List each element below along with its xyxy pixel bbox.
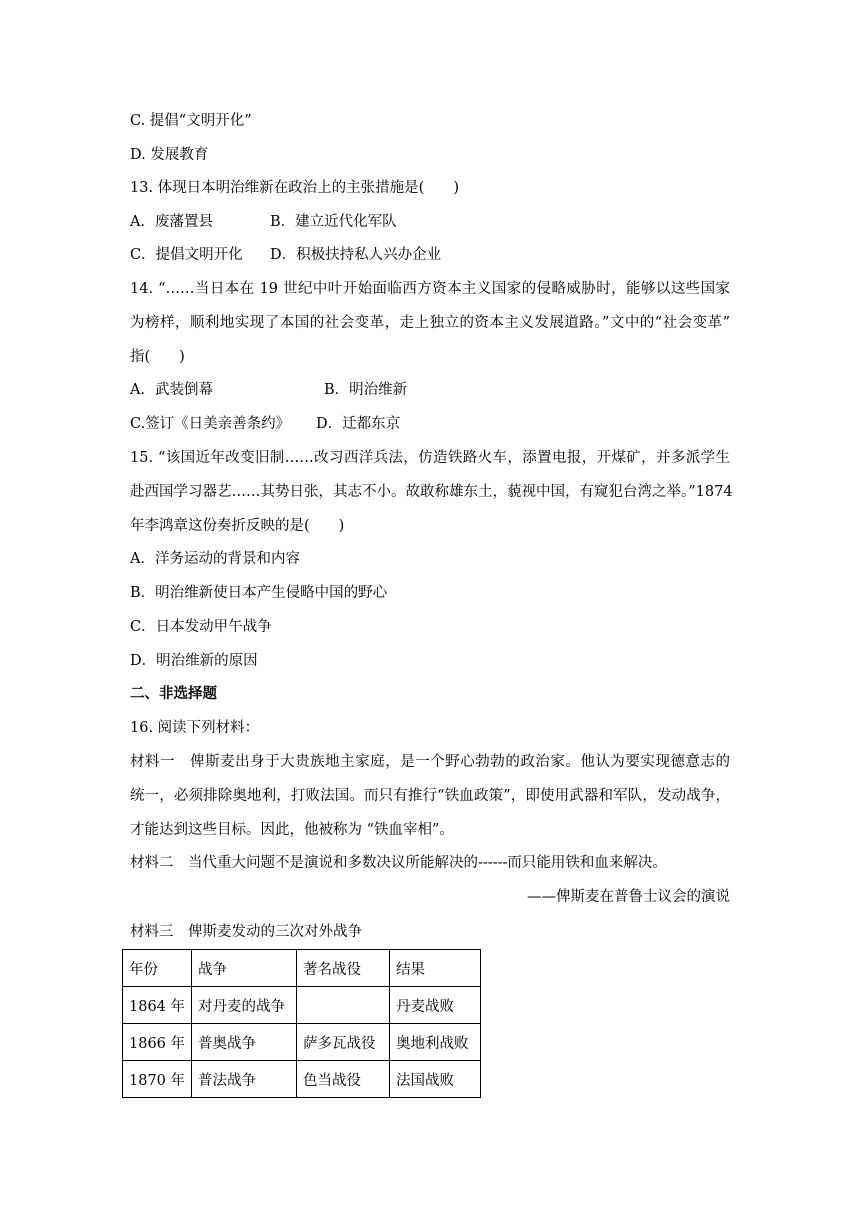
table-header-row <box>123 950 481 987</box>
q16-material1-line2: 统一，必须排除奥地利，打败法国。而只有推行“铁血政策”，即使用武器和军队，发动战争， <box>130 788 730 804</box>
table-cell: 奥地利战败 <box>390 1024 481 1061</box>
q15-option-d: D．明治维新的原因 <box>130 653 258 669</box>
q15-option-a: A．洋务运动的背景和内容 <box>130 551 300 567</box>
table-cell: 法国战败 <box>390 1061 481 1098</box>
q13-option-b: B．建立近代化军队 <box>270 214 397 230</box>
table-cell: 普法战争 <box>192 1061 297 1098</box>
q14-options-row2 <box>130 414 400 434</box>
q12-option-d: D. 发展教育 <box>130 147 209 163</box>
section-heading: 二、非选择题 <box>130 685 217 702</box>
q14-stem-line2: 为榜样，顺利地实现了本国的社会变革，走上独立的资本主义发展道路。”文中的“社会变革” <box>130 315 730 331</box>
table-header-cell: 结果 <box>390 950 481 987</box>
q14-stem-line3: 指( ) <box>130 349 185 365</box>
table-cell: 普奥战争 <box>192 1024 297 1061</box>
table-cell: 色当战役 <box>297 1061 390 1098</box>
table-row <box>123 987 481 1024</box>
q16-material2-source: ——俾斯麦在普鲁士议会的演说 <box>527 889 730 905</box>
q14-option-d: D．迁都东京 <box>316 416 401 432</box>
q15-option-c: C．日本发动甲午战争 <box>130 619 272 635</box>
q14-stem-line1: 14. “……当日本在 19 世纪中叶开始面临西方资本主义国家的侵略威胁时，能够以这些国家 <box>130 281 730 297</box>
table-header-cell: 战争 <box>192 950 297 987</box>
q13-option-d: D．积极扶持私人兴办企业 <box>270 247 442 263</box>
q15-option-b: B．明治维新使日本产生侵略中国的野心 <box>130 585 388 601</box>
table-cell: 1866 年 <box>123 1024 192 1061</box>
table-cell: 萨多瓦战役 <box>297 1024 390 1061</box>
q15-stem-line1: 15. “该国近年改变旧制……改习西洋兵法，仿造铁路火车，添置电报，开煤矿，并多派学生 <box>130 450 730 466</box>
q15-stem-line2: 赴西国学习器艺……其势日张，其志不小。故敢称雄东土，藐视中国，有窥犯台湾之举。”1874 <box>130 484 733 500</box>
q13-option-a: A．废藩置县 <box>130 214 213 230</box>
q16-material1-line1: 材料一 俾斯麦出身于大贵族地主家庭，是一个野心勃勃的政治家。他认为要实现德意志的 <box>130 754 730 770</box>
table-row <box>123 1024 481 1061</box>
q13-options-row1 <box>130 212 397 232</box>
table-header-cell: 著名战役 <box>297 950 390 987</box>
q16-material1-line3: 才能达到这些目标。因此，他被称为 “铁血宰相”。 <box>130 822 454 838</box>
table-cell: 1870 年 <box>123 1061 192 1098</box>
q14-option-c: C.签订《日美亲善条约》 <box>130 416 291 432</box>
q13-option-c: C．提倡文明开化 <box>130 247 243 263</box>
table-cell: 丹麦战败 <box>390 987 481 1024</box>
q12-option-c: C. 提倡“文明开化” <box>130 113 252 129</box>
q16-material2: 材料二 当代重大问题不是演说和多数决议所能解决的------而只能用铁和血来解决。 <box>130 855 667 871</box>
q14-option-a: A．武装倒幕 <box>130 382 213 398</box>
table-header-cell: 年份 <box>123 950 192 987</box>
table-cell: 1864 年 <box>123 987 192 1024</box>
q14-options-row1 <box>130 380 407 400</box>
q15-stem-line3: 年李鸿章这份奏折反映的是( ) <box>130 518 345 534</box>
wars-table <box>122 949 481 1098</box>
q16-material3-title: 材料三 俾斯麦发动的三次对外战争 <box>130 924 362 940</box>
table-row <box>123 1061 481 1098</box>
table-cell: 对丹麦的战争 <box>192 987 297 1024</box>
q14-option-b: B．明治维新 <box>324 382 408 398</box>
q16-stem: 16. 阅读下列材料： <box>130 720 260 736</box>
table-cell <box>297 987 390 1024</box>
q13-options-row2 <box>130 245 441 265</box>
q13-stem: 13. 体现日本明治维新在政治上的主张措施是( ) <box>130 180 459 196</box>
